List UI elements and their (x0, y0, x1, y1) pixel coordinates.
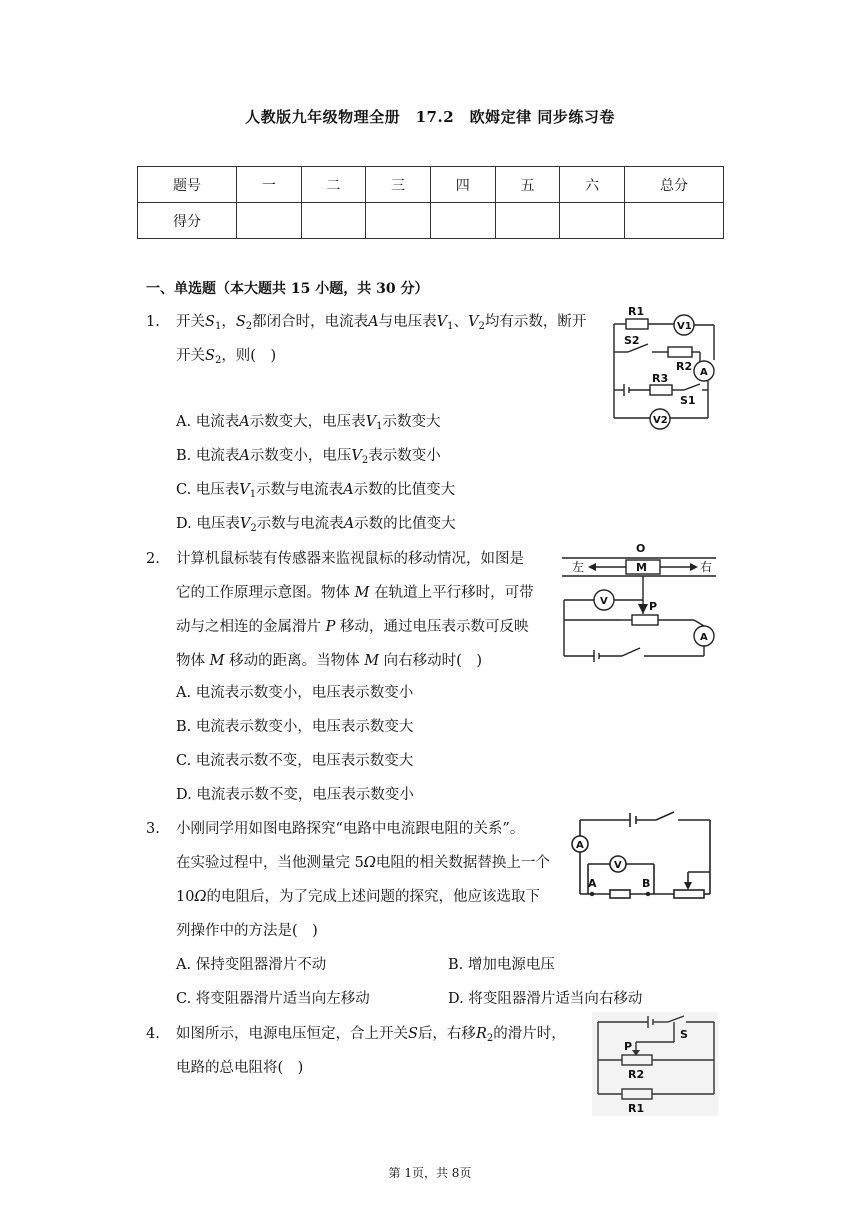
q2-option-b[interactable]: B. 电流表示数变小，电压表示数变大 (176, 719, 414, 735)
q1-option-a[interactable]: A. 电流表A示数变大，电压表$V_1$示数变大 (176, 414, 441, 432)
question-number: 3. (146, 821, 160, 837)
fig-label: V (600, 596, 608, 607)
fig-label: R1 (628, 1102, 645, 1115)
fig-label: P (649, 600, 658, 613)
q2-option-c[interactable]: C. 电流表示数不变，电压表示数变大 (176, 753, 414, 769)
fig-label: A (700, 367, 708, 378)
fig-label: P (624, 1040, 633, 1053)
score-header-cell: 总分 (625, 167, 724, 203)
score-header-cell: 四 (430, 167, 495, 203)
score-header-cell: 三 (366, 167, 431, 203)
fig-label: S1 (680, 394, 696, 407)
score-cell[interactable] (625, 203, 724, 239)
score-cell[interactable] (237, 203, 302, 239)
fig-label: V1 (677, 321, 692, 332)
q2-circuit-diagram (556, 538, 722, 666)
fig-label: R2 (628, 1068, 645, 1081)
score-table-score-row (138, 203, 724, 239)
q3-option-a[interactable]: A. 保持变阻器滑片不动 (176, 957, 327, 973)
fig-label: A (576, 840, 584, 851)
fig-label: S2 (624, 334, 640, 347)
q1-circuit-diagram (604, 300, 728, 432)
fig-label: R3 (652, 372, 669, 385)
question-number: 2. (146, 551, 160, 567)
question-2-line-4: 物体 M 移动的距离。当物体 M 向右移动时( ) (176, 653, 482, 669)
question-4-line-2: 电路的总电阻将( ) (176, 1060, 304, 1076)
q3-option-b[interactable]: B. 增加电源电压 (448, 957, 555, 973)
q3-circuit-diagram (570, 810, 718, 902)
fig-label: B (642, 877, 651, 890)
question-3-line-1: 小刚同学用如图电路探究“电路中电流跟电阻的关系”。 (176, 821, 525, 837)
question-3-line-3: 10Ω的电阻后，为了完成上述问题的探究，他应该选取下 (176, 889, 540, 905)
score-cell[interactable] (560, 203, 625, 239)
fig-label: O (636, 542, 646, 555)
score-table (137, 166, 724, 239)
fig-label: 右 (700, 560, 713, 574)
q1-option-c[interactable]: C. 电压表$V_1$示数与电流表A示数的比值变大 (176, 482, 456, 500)
question-2-line-1: 计算机鼠标装有传感器来监视鼠标的移动情况，如图是 (176, 551, 524, 567)
fig-label: R1 (628, 305, 645, 318)
question-3-line-4: 列操作中的方法是( ) (176, 923, 318, 939)
score-cell[interactable] (495, 203, 560, 239)
question-1-line-1: 开关$S_1$，$S_2$都闭合时，电流表A与电压表$V_1$、$V_2$均有示数，断开 (176, 314, 587, 332)
score-cell[interactable] (366, 203, 431, 239)
score-header-cell: 一 (237, 167, 302, 203)
score-header-cell: 六 (560, 167, 625, 203)
fig-label: V2 (653, 415, 668, 426)
question-number: 1. (146, 314, 160, 330)
score-cell[interactable] (301, 203, 366, 239)
q1-option-b[interactable]: B. 电流表A示数变小，电压$V_2$表示数变小 (176, 448, 441, 466)
fig-label: S (680, 1028, 688, 1041)
fig-label: M (636, 561, 647, 574)
q1-option-d[interactable]: D. 电压表$V_2$示数与电流表A示数的比值变大 (176, 516, 456, 534)
page-title: 人教版九年级物理全册 17.2 欧姆定律 同步练习卷 (245, 108, 615, 126)
question-1-line-2: 开关$S_2$，则( ) (176, 348, 277, 366)
q4-circuit-diagram (592, 1012, 718, 1116)
page-footer: 第 1页，共 8页 (388, 1166, 472, 1180)
q3-option-c[interactable]: C. 将变阻器滑片适当向左移动 (176, 991, 370, 1007)
question-2-line-3: 动与之相连的金属滑片 P 移动，通过电压表示数可反映 (176, 619, 529, 635)
score-row-label: 得分 (138, 203, 237, 239)
q2-option-d[interactable]: D. 电流表示数不变，电压表示数变小 (176, 787, 414, 803)
section-heading: 一、单选题（本大题共 15 小题，共 30 分） (146, 281, 429, 297)
q2-option-a[interactable]: A. 电流表示数变小，电压表示数变小 (176, 685, 414, 701)
question-2-line-2: 它的工作原理示意图。物体 M 在轨道上平行移时，可带 (176, 585, 534, 601)
fig-label: A (700, 632, 708, 643)
fig-label: R2 (676, 360, 693, 373)
fig-label: A (588, 877, 597, 890)
question-3-line-2: 在实验过程中，当他测量完 5Ω电阻的相关数据替换上一个 (176, 855, 550, 871)
fig-label: 左 (572, 560, 585, 574)
question-number: 4. (146, 1026, 160, 1042)
score-header-cell: 题号 (138, 167, 237, 203)
question-4-line-1: 如图所示，电源电压恒定，合上开关S后，右移$R_2$的滑片时， (176, 1026, 566, 1044)
score-cell[interactable] (430, 203, 495, 239)
score-header-cell: 二 (301, 167, 366, 203)
fig-label: V (614, 860, 622, 871)
q3-option-d[interactable]: D. 将变阻器滑片适当向右移动 (448, 991, 643, 1007)
score-table-header-row (138, 167, 724, 203)
score-header-cell: 五 (495, 167, 560, 203)
